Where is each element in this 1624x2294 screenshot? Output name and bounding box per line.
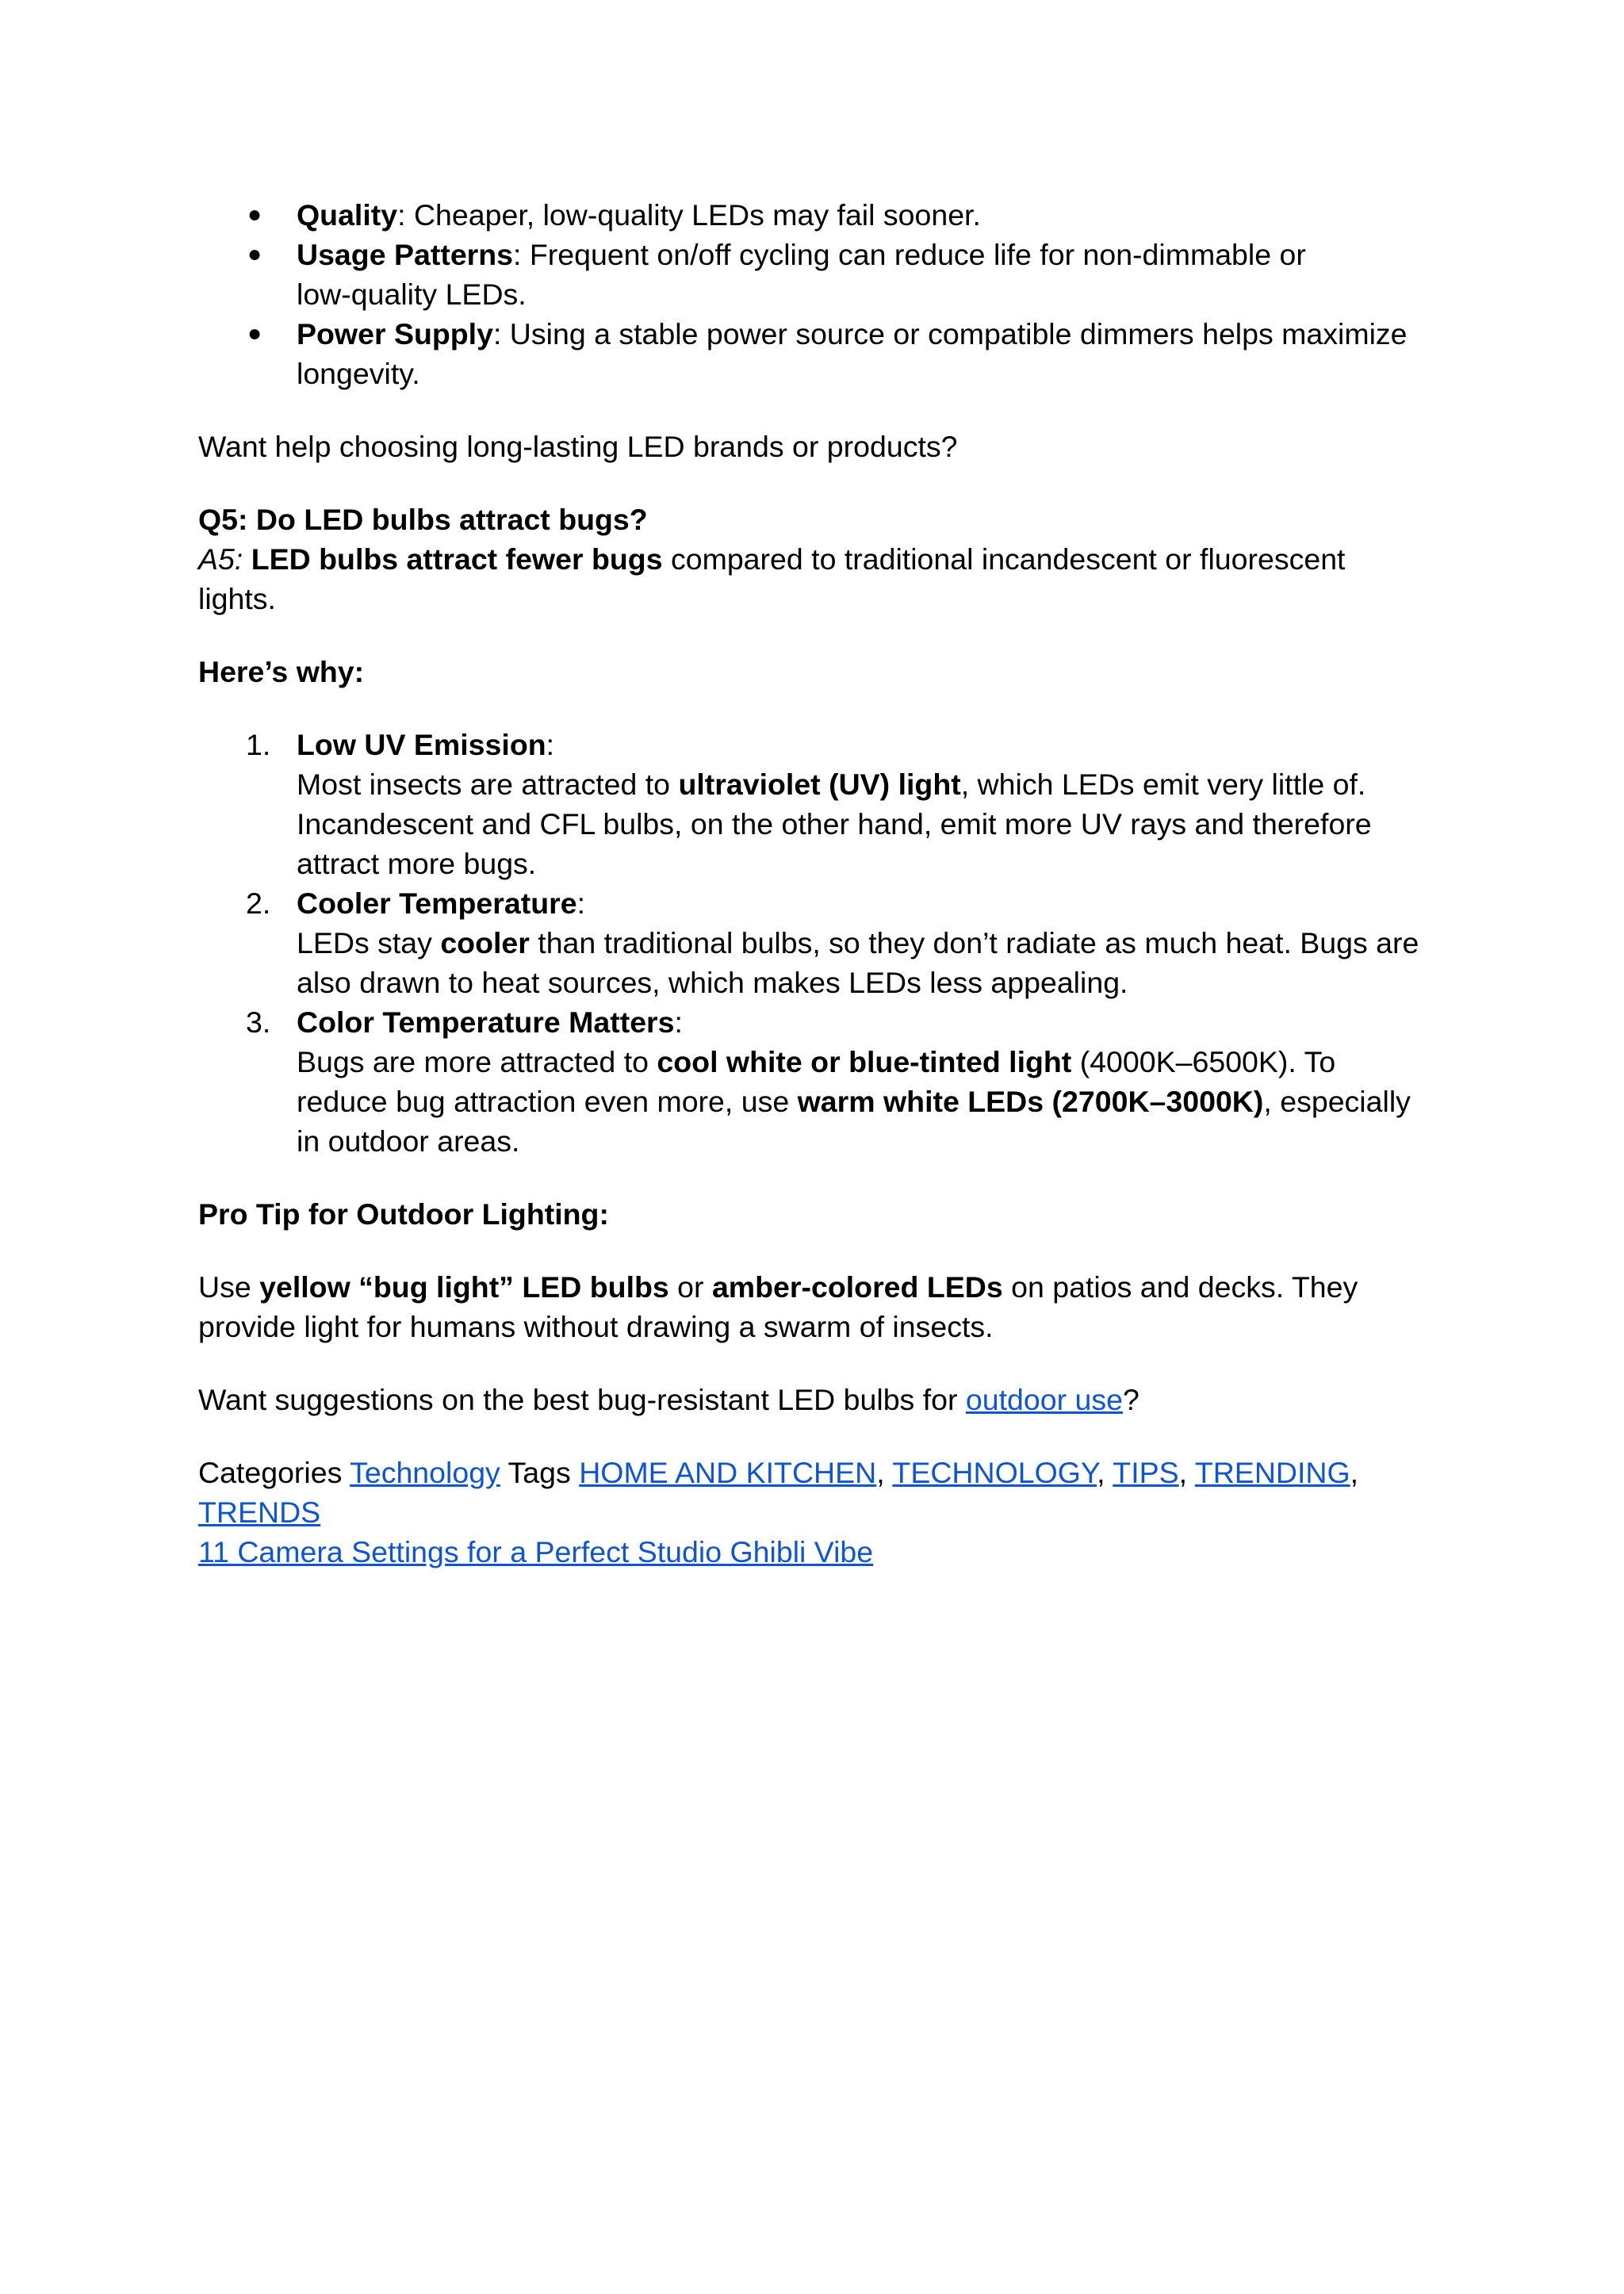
tip-text: provide light for humans without drawing a swarm of insects. <box>198 1310 994 1343</box>
tag-link-home-and-kitchen[interactable]: HOME AND KITCHEN <box>579 1456 877 1489</box>
factor-bullet-list <box>198 195 1451 393</box>
list-item <box>198 883 1451 1002</box>
outdoor-use-link[interactable]: outdoor use <box>965 1383 1123 1416</box>
spacer <box>198 1346 1451 1380</box>
bullet-glyph: ● <box>247 201 262 228</box>
tags-label: Tags <box>500 1456 580 1489</box>
suggest-text: Want suggestions on the best bug-resistant LED bulbs for <box>198 1383 966 1416</box>
bullet-text: : Frequent on/off cycling can reduce life for non-dimmable or <box>513 238 1306 271</box>
list-item <box>198 195 1451 235</box>
reason-text: Bugs are more attracted to <box>297 1045 657 1078</box>
reason-text: , especially <box>1263 1085 1411 1118</box>
reason-colon: : <box>674 1005 683 1039</box>
answer-rest-cont: lights. <box>198 582 276 615</box>
list-item <box>198 1002 1451 1161</box>
reason-bold: cooler <box>440 926 530 959</box>
reason-text: in outdoor areas. <box>297 1124 520 1158</box>
bullet-term: Quality <box>297 198 398 232</box>
reason-title: Cooler Temperature <box>297 887 577 920</box>
answer-label: A5: <box>198 542 243 576</box>
reason-text: Most insects are attracted to <box>297 768 679 801</box>
bullet-text-cont: longevity. <box>297 357 420 390</box>
q5-answer <box>198 539 1451 618</box>
tip-text: or <box>668 1270 712 1304</box>
tip-text: on patios and decks. They <box>1002 1270 1358 1304</box>
reason-text: attract more bugs. <box>297 847 537 880</box>
reason-title: Low UV Emission <box>297 728 546 761</box>
bullet-term: Usage Patterns <box>297 238 514 271</box>
reason-text: , which LEDs emit very little of. <box>960 768 1366 801</box>
tag-link-trends[interactable]: TRENDS <box>198 1496 321 1529</box>
bullet-text: : Cheaper, low-quality LEDs may fail sooner. <box>397 198 981 232</box>
list-item <box>198 314 1451 393</box>
tag-link-technology[interactable]: TECHNOLOGY <box>892 1456 1097 1489</box>
reason-title: Color Temperature Matters <box>297 1005 675 1039</box>
suggest-text: ? <box>1122 1383 1139 1416</box>
reason-colon: : <box>546 728 555 761</box>
bullet-term: Power Supply <box>297 317 493 350</box>
bullet-glyph: ● <box>247 241 262 267</box>
bullet-text: : Using a stable power source or compatible dimmers helps maximize <box>492 317 1408 350</box>
tag-link-tips[interactable]: TIPS <box>1113 1456 1179 1489</box>
tag-separator: , <box>1097 1456 1113 1489</box>
reason-text: Incandescent and CFL bulbs, on the other hand, emit more UV rays and therefore <box>297 807 1372 841</box>
post-meta <box>198 1453 1451 1572</box>
tip-bold: yellow “bug light” LED bulbs <box>259 1270 669 1304</box>
tip-bold: amber-colored LEDs <box>711 1270 1003 1304</box>
pro-tip-heading: Pro Tip for Outdoor Lighting: <box>198 1197 609 1231</box>
document-page <box>198 195 1451 1572</box>
reason-text: (4000K–6500K). To <box>1071 1045 1336 1078</box>
spacer <box>198 618 1451 652</box>
reasons-list <box>198 725 1451 1161</box>
reason-text: also drawn to heat sources, which makes LEDs less appealing. <box>297 966 1128 999</box>
next-post-link[interactable]: 11 Camera Settings for a Perfect Studio Ghibli Vibe <box>198 1535 874 1568</box>
list-item <box>198 235 1451 314</box>
answer-rest: compared to traditional incandescent or fluorescent <box>662 542 1346 576</box>
category-link-technology[interactable]: Technology <box>350 1456 500 1489</box>
answer-bold: LED bulbs attract fewer bugs <box>251 542 663 576</box>
reason-bold: warm white LEDs (2700K–3000K) <box>797 1085 1264 1118</box>
spacer <box>198 1161 1451 1194</box>
reason-text: reduce bug attraction even more, use <box>297 1085 798 1118</box>
spacer <box>198 393 1451 427</box>
bullet-text-cont: low-quality LEDs. <box>297 278 527 311</box>
item-number: 1. <box>246 728 271 761</box>
tag-separator: , <box>1178 1456 1195 1489</box>
why-heading: Here’s why: <box>198 655 365 688</box>
tag-separator: , <box>876 1456 893 1489</box>
item-number: 2. <box>246 887 271 920</box>
suggest-line <box>198 1380 1451 1419</box>
reason-colon: : <box>576 887 585 920</box>
reason-bold: ultraviolet (UV) light <box>678 768 961 801</box>
tag-separator: , <box>1350 1456 1359 1489</box>
item-number: 3. <box>246 1005 271 1039</box>
spacer <box>198 1419 1451 1453</box>
reason-text: LEDs stay <box>297 926 441 959</box>
spacer <box>198 466 1451 500</box>
spacer <box>198 1234 1451 1267</box>
pro-tip-body <box>198 1267 1451 1346</box>
help-line: Want help choosing long-lasting LED brands or products? <box>198 430 958 463</box>
q5-question: Q5: Do LED bulbs attract bugs? <box>198 503 648 536</box>
spacer <box>198 691 1451 725</box>
tip-text: Use <box>198 1270 260 1304</box>
reason-bold: cool white or blue-tinted light <box>657 1045 1072 1078</box>
reason-text: than traditional bulbs, so they don’t radiate as much heat. Bugs are <box>529 926 1419 959</box>
list-item <box>198 725 1451 883</box>
categories-label: Categories <box>198 1456 350 1489</box>
tag-link-trending[interactable]: TRENDING <box>1194 1456 1350 1489</box>
bullet-glyph: ● <box>247 320 262 347</box>
